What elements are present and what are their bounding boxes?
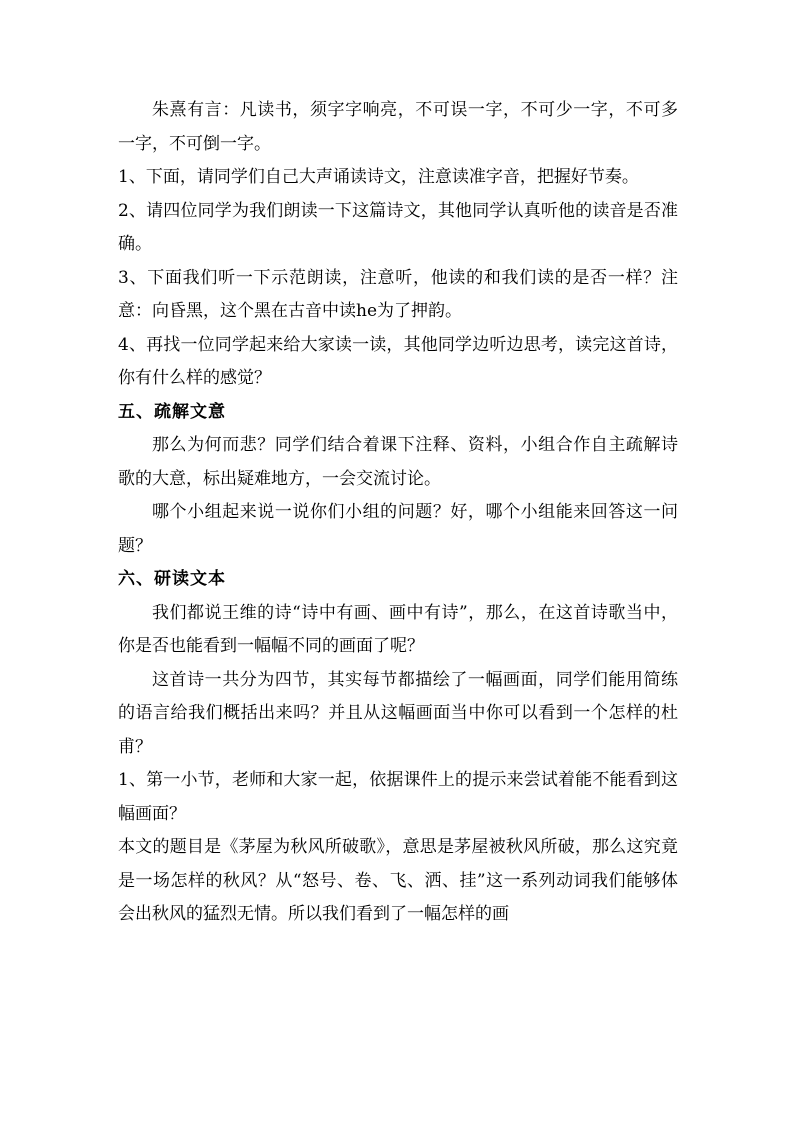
- paragraph-four-sections: 这首诗一共分为四节，其实每节都描绘了一幅画面，同学们能用简练的语言给我们概括出来吗？并且从这幅画面当中你可以看到一个怎样的杜甫？: [118, 669, 678, 757]
- paragraph-step-4: 4、再找一位同学起来给大家读一读，其他同学边听边思考，读完这首诗，你有什么样的感觉？: [118, 334, 678, 388]
- paragraph-first-section: 1、第一小节，老师和大家一起，依据课件上的提示来尝试着能不能看到这幅画面？: [118, 770, 678, 824]
- paragraph-step-3: 3、下面我们听一下示范朗读，注意听，他读的和我们读的是否一样？注意：向昏黑，这个黑在古音中读he为了押韵。: [118, 267, 678, 321]
- section-heading-5: 五、疏解文意: [118, 401, 226, 422]
- paragraph-wangwei: 我们都说王维的诗“诗中有画、画中有诗”，那么，在这首诗歌当中，你是否也能看到一幅幅不同的画面了呢？: [118, 602, 678, 656]
- document-page: [118, 94, 678, 932]
- paragraph-title-meaning: 本文的题目是《茅屋为秋风所破歌》，意思是茅屋被秋风所破，那么这究竟是一场怎样的秋风？从“怒号、卷、飞、洒、挂”这一系列动词我们能够体会出秋风的猛烈无情。所以我们看到了一幅怎样的画: [118, 837, 678, 924]
- paragraph-step-1: 1、下面，请同学们自己大声诵读诗文，注意读准字音，把握好节奏。: [118, 167, 639, 187]
- paragraph-zhuxi-quote: 朱熹有言：凡读书，须字字响亮，不可误一字，不可少一字，不可多一字，不可倒一字。: [118, 100, 678, 154]
- section-heading-6: 六、研读文本: [118, 569, 226, 589]
- paragraph-step-2: 2、请四位同学为我们朗读一下这篇诗文，其他同学认真听他的读音是否准确。: [118, 200, 678, 254]
- paragraph-group-question: 哪个小组起来说一说你们小组的问题？好，哪个小组能来回答这一问题？: [118, 502, 678, 556]
- paragraph-why-sad: 那么为何而悲？同学们结合着课下注释、资料，小组合作自主疏解诗歌的大意，标出疑难地方，一会交流讨论。: [118, 435, 678, 489]
